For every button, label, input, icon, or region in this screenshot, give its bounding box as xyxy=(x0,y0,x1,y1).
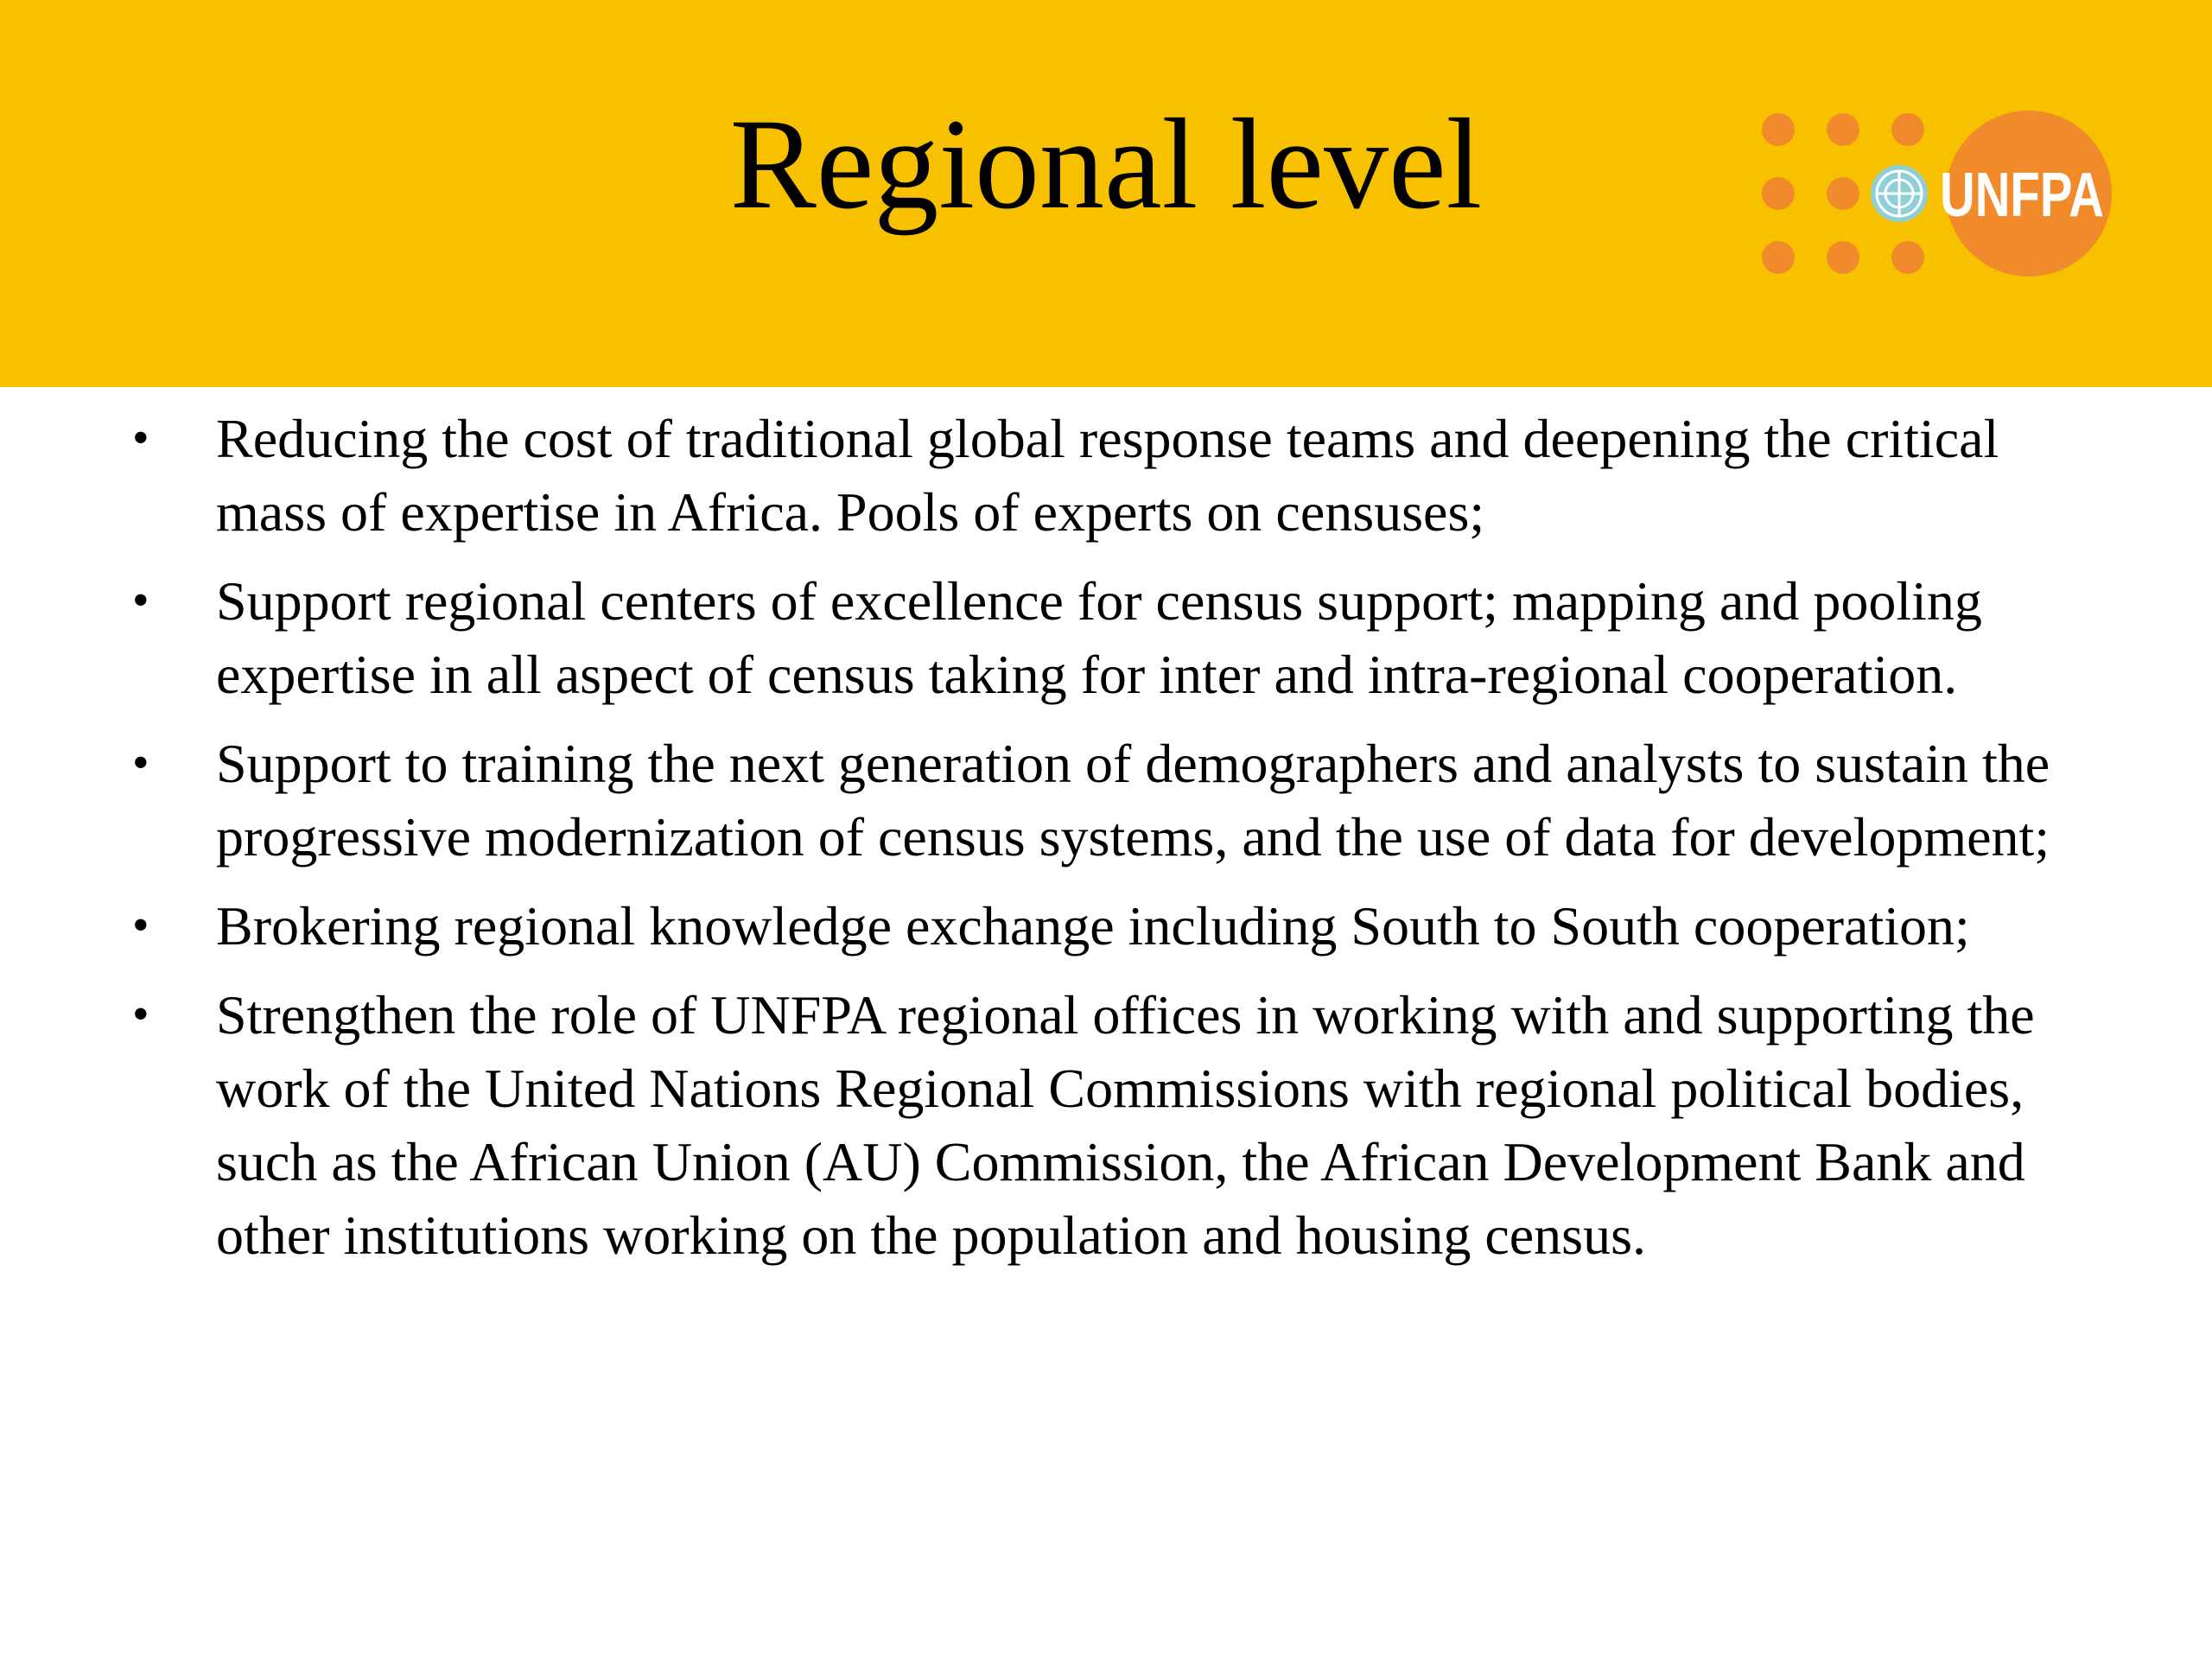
bullet-marker: • xyxy=(132,988,149,1041)
bullet-item xyxy=(125,727,2095,874)
bullet-item xyxy=(125,402,2095,549)
logo-dot xyxy=(1891,113,1924,146)
logo-wordmark: UNFPA xyxy=(1940,161,2104,230)
logo-dot xyxy=(1827,177,1859,210)
bullet-marker: • xyxy=(132,899,149,952)
bullet-item xyxy=(125,978,2095,1272)
bullet-item xyxy=(125,564,2095,711)
bullet-text: Reducing the cost of traditional global response teams and deepening the critical mass of expertise in Africa. Pools of experts on censuses; xyxy=(216,408,1999,543)
bullet-marker: • xyxy=(132,736,149,790)
unfpa-logo xyxy=(1754,111,2117,283)
logo-dot xyxy=(1762,241,1795,274)
logo-dot xyxy=(1827,113,1859,146)
bullet-item xyxy=(125,889,2095,963)
slide-title: Regional level xyxy=(729,92,1483,236)
bullet-text: Support regional centers of excellence for census support; mapping and pooling expertise in all aspect of census taking for inter and intra-regional cooperation. xyxy=(216,570,1982,705)
bullet-marker: • xyxy=(132,411,149,465)
logo-dot xyxy=(1762,113,1795,146)
logo-dot xyxy=(1891,241,1924,274)
bullet-text: Strengthen the role of UNFPA regional offices in working with and supporting the work of the United Nations Regional Commissions with regional political bodies, such as the African Union (AU) Commission, the African Development Bank and other institutions working on the population and housing census. xyxy=(216,984,2035,1266)
bullet-list xyxy=(125,402,2095,1287)
bullet-text: Support to training the next generation of demographers and analysts to sustain the progressive modernization of census systems, and the use of data for development; xyxy=(216,733,2050,868)
bullet-marker: • xyxy=(132,574,149,627)
logo-dot xyxy=(1827,241,1859,274)
logo-dot xyxy=(1762,177,1795,210)
bullet-text: Brokering regional knowledge exchange including South to South cooperation; xyxy=(216,895,1970,957)
un-emblem-icon xyxy=(1871,165,1928,222)
title-banner xyxy=(0,0,2212,387)
